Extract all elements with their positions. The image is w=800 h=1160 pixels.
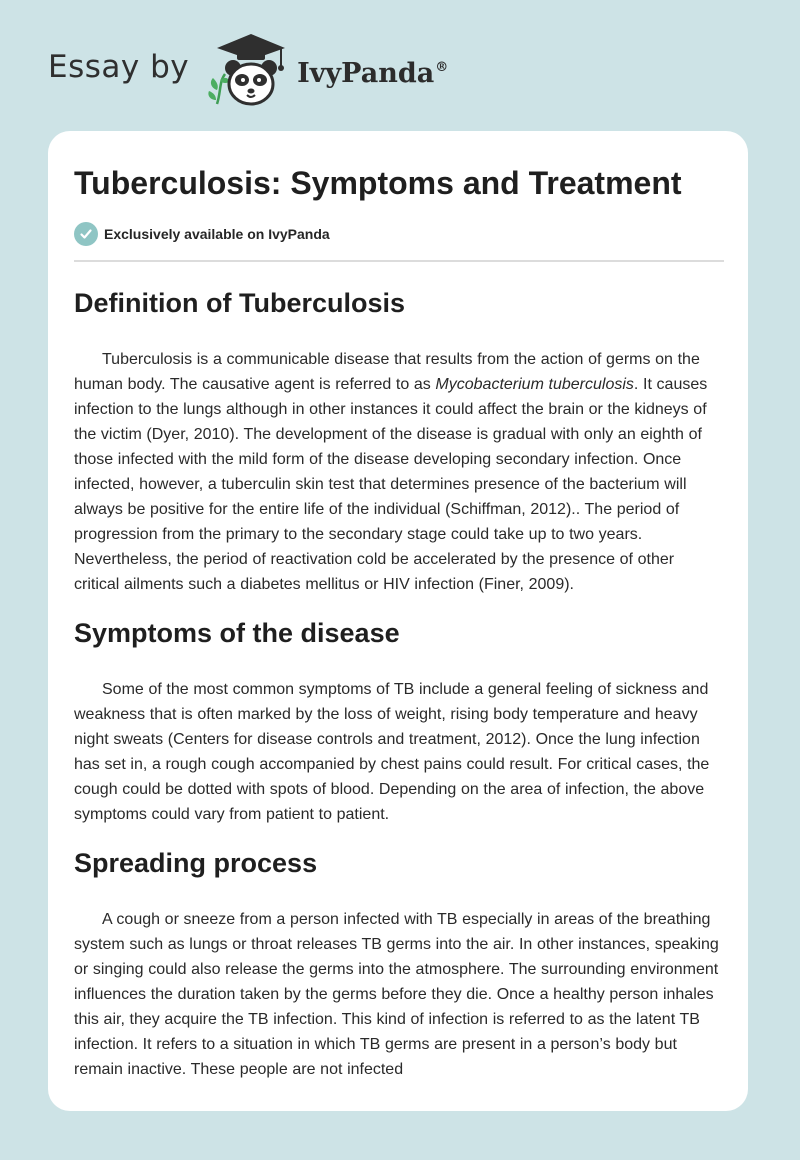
check-circle-icon bbox=[74, 222, 98, 246]
section-paragraph-definition: Tuberculosis is a communicable disease that results from the action of germs on the human body. The causative agent is referred to as Mycobacterium tuberculosis. It causes infection to the lungs although in other instances it could affect the brain or the kidneys of the victim (Dyer, 2010). The development of the disease is gradual with only an eighth of those infected with the mild form of the disease developing secondary infection. Once infected, however, a tuberculin skin test that determines presence of the bacterium will always be positive for the entire life of the individual (Schiffman, 2012).. The period of progression from the primary to the secondary stage could take up to two years. Nevertheless, the period of reactivation cold be accelerated by the presence of other critical ailments such a diabetes mellitus or HIV infection (Finer, 2009). bbox=[74, 351, 708, 593]
exclusive-badge-label: Exclusively available on IvyPanda bbox=[104, 226, 330, 242]
brand-header bbox=[48, 30, 448, 110]
page-title: Tuberculosis: Symptoms and Treatment bbox=[74, 165, 682, 201]
essay-by-label: Essay by bbox=[48, 49, 190, 85]
section-heading-spreading: Spreading process bbox=[74, 848, 318, 878]
section-heading-symptoms: Symptoms of the disease bbox=[74, 618, 400, 648]
section-paragraph-spreading: A cough or sneeze from a person infected with TB especially in areas of the breathing system such as lungs or throat releases TB germs into the air. In other instances, speaking or singing could also release the germs into the atmosphere. The surrounding environment influences the duration taken by the germs before they die. Once a healthy person inhales this air, they acquire the TB infection. This kind of infection is referred to as the latent TB infection. It refers to a situation in which TB germs are present in a person’s body but remain inactive. These people are not infected bbox=[74, 911, 719, 1078]
section-heading-definition: Definition of Tuberculosis bbox=[74, 288, 406, 318]
section-paragraph-symptoms: Some of the most common symptoms of TB include a general feeling of sickness and weakness that is often marked by the loss of weight, rising body temperature and heavy night sweats (Centers for disease controls and treatment, 2012). Once the lung infection has set in, a rough cough accompanied by chest pains could result. For critical cases, the cough could be dotted with spots of blood. Depending on the area of infection, the above symptoms could vary from patient to patient. bbox=[74, 681, 710, 823]
divider bbox=[74, 260, 724, 262]
panda-logo-icon bbox=[203, 30, 295, 110]
essay-card bbox=[48, 131, 748, 1111]
exclusive-badge bbox=[74, 222, 330, 246]
essay-body bbox=[74, 281, 724, 1096]
brand-name: IvyPanda® bbox=[297, 57, 449, 89]
